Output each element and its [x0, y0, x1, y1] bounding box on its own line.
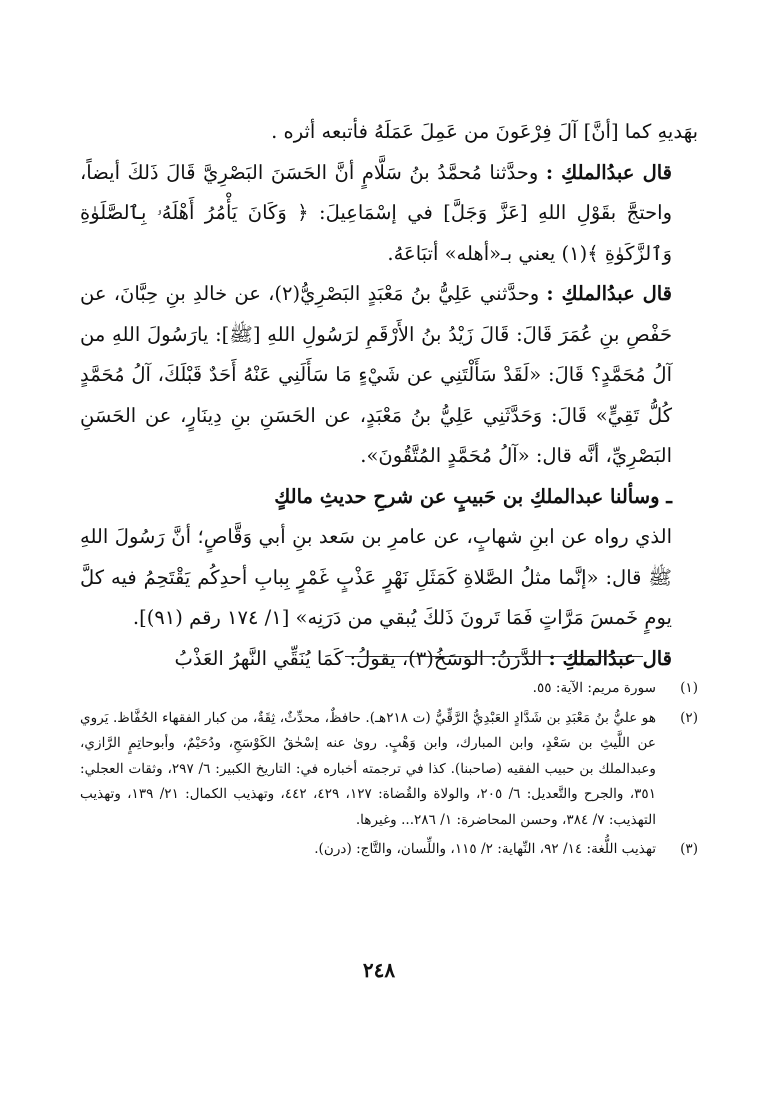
paragraph-text: بهَديهِ كما [أنَّ] آلَ فِرْعَونَ من عَمِلَ عَمَلَهُ فأتبعه أثره . [271, 120, 698, 143]
footnote-divider [345, 656, 643, 657]
footnote-1 [80, 676, 698, 702]
speaker-label: قال عبدُالملكِ : [546, 282, 673, 305]
paragraph-text: وحدَّثنا مُحمَّدُ بنُ سَلَّامٍ أنَّ الحَسَنَ البَصْرِيَّ قَالَ ذَلكَ أيضاً، واحتجَّ بقَوْلِ اللهِ [عَزَّ وَجَلَّ] في إسْمَاعِيلَ: ﴿ وَكَانَ يَأْمُرُ أَهْلَهُۥ بِٱلصَّلَوٰةِ وَٱلزَّكَوٰةِ ﴾(١) يعني بـ«أهله» أتبَاعَهُ. [80, 160, 672, 265]
footnote-text: هو عليُّ بنُ مَعْبَدِ بن شَدَّادٍ العَبْدِيُّ الرَّقِّيُّ (ت ٢١٨هـ). حافظٌ، محدِّثٌ، ثِقَةٌ، من كبار الفقهاء الحُفَّاظ. يَروي عن اللَّيثِ بن سَعْدٍ، وابن المبارك، وابن وَهْبٍ. روىٰ عنه إسْحٰقُ الكَوْسَجِ، ودُحَيْمٌ، وأبوحاتِمٍ الرَّازي، وعبدالملك بن حبيب الفقيه (صاحبنا). كذا في ترجمته أخباره في: التاريخ الكبير: ٦/ ٢٩٧، وثقات العجلي: ٣٥١، والجرح والتَّعديل: ٦/ ٢٠٥، والولاة والقُضاة: ١٢٧، ٤٢٩، ٤٤٢، وتهذيب الكمال: ٢١/ ١٣٩، وتهذيب التهذيب: ٧/ ٣٨٤، وحسن المحاضرة: ١/ ٢٨٦... وغيرها. [80, 709, 657, 828]
section-heading: ـ وسألنا عبدالملكِ بن حَبيبٍ عن شرحِ حديثِ مالكٍ [274, 484, 672, 508]
paragraph-1 [80, 112, 698, 153]
main-text [80, 112, 698, 679]
footnotes [80, 676, 698, 863]
footnote-text: سورة مريم: الآية: ٥٥. [532, 680, 656, 696]
footnote-number: (١) [680, 680, 698, 696]
footnote-2 [80, 706, 698, 834]
speaker-label: قال عبدُالملكِ : [548, 646, 672, 670]
page-number: ٢٤٨ [362, 958, 396, 982]
paragraph-4 [80, 517, 698, 639]
paragraph-2 [80, 153, 698, 275]
footnote-number: (٢) [680, 709, 698, 726]
footnote-3 [80, 837, 698, 863]
paragraph-text: الذي رواه عن ابنِ شهابٍ، عن عامرِ بن سَعد بنِ أبي وَقَّاصٍ؛ أنَّ رَسُولَ اللهِ ﷺ قال: «إنَّما مثلُ الصَّلاةِ كَمَثَلِ نَهْرٍ عَذْبٍ غَمْرٍ بِبابِ أحدِكُم يَقْتَحِمُ فيه كلَّ يومٍ خَمسَ مَرَّاتٍ فَمَا تَرونَ ذَلكَ يُبقي من دَرَنِه» [١/ ١٧٤ رقم (٩١)]. [80, 525, 672, 629]
paragraph-3 [80, 274, 698, 477]
paragraph-text: وحدَّثني عَلِيُّ بنُ مَعْبَدٍ البَصْرِيُّ(٢)، عن خالدِ بنِ حِبَّانَ، عن حَفْصِ بنِ عُمَرَ قَالَ: قَالَ زَيْدُ بنُ الأَرْقَمِ لرَسُولِ اللهِ [ﷺ]: يارَسُولَ اللهِ من آلُ مُحَمَّدٍ؟ قَالَ: «لَقَدْ سَأَلْتَنِي عن شَيْءٍ مَا سَأَلَنِي عَنْهُ أَحَدٌ قَبْلَكَ، آلُ مُحَمَّدٍ كُلُّ تَقِيٍّ» قَالَ: وَحَدَّثَنِي عَلِيُّ بنُ مَعْبَدٍ، عن الحَسَنِ بنِ دِينَارٍ، عن الحَسَنِ البَصْرِيِّ، أنَّه قال: «آلُ مُحَمَّدٍ المُتَّقُونَ». [80, 282, 672, 467]
footnote-number: (٣) [680, 841, 698, 857]
speaker-label: قال عبدُالملكِ : [545, 160, 672, 184]
paragraph-5 [80, 639, 698, 680]
footnote-text: تهذيب اللُّغة: ١٤/ ٩٢، النِّهاية: ٢/ ١١٥، واللِّسان، والتَّاج: (درن). [314, 841, 656, 857]
paragraph-text: الدَّرَنُ: الوَسَخُ(٣)، يقولُ: كَمَا يُنَقِّي النَّهرُ العَذْبُ [174, 646, 543, 670]
